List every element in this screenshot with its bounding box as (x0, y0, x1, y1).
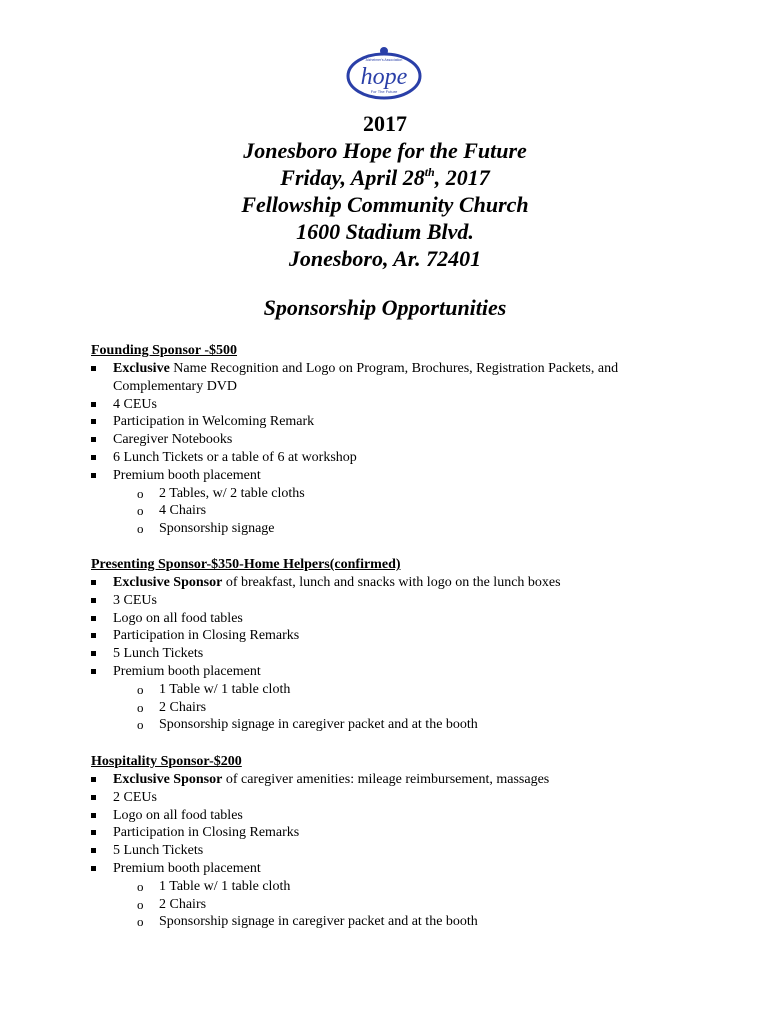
sub-list-item: o 4 Chairs (137, 502, 691, 520)
list-item: Premium booth placement o 1 Table w/ 1 table cloth o 2 Chairs o Sponsorship signage in caregiver packet and at the booth (91, 663, 691, 734)
list-item: Logo on all food tables (91, 610, 691, 628)
section-title: Hospitality Sponsor-$200 (91, 754, 242, 769)
event-date: Friday, April 28th, 2017 (280, 165, 490, 190)
section-title: Founding Sponsor -$500 (91, 343, 238, 358)
sub-list-item: o 2 Chairs (137, 699, 691, 717)
svg-text:Alzheimer's Association: Alzheimer's Association (365, 58, 403, 62)
svg-text:For The Future: For The Future (370, 89, 398, 94)
list-item: Participation in Closing Remarks (91, 824, 691, 842)
list-item: 5 Lunch Tickets (91, 645, 691, 663)
section-title: Presenting Sponsor-$350-Home Helpers(confirmed) (91, 557, 401, 572)
event-venue: Fellowship Community Church (241, 192, 529, 217)
list-item: 4 CEUs (91, 396, 691, 414)
event-name: Jonesboro Hope for the Future (243, 138, 527, 163)
founding-sponsor-section (91, 342, 691, 538)
event-year: 2017 (363, 111, 407, 136)
list-item: Logo on all food tables (91, 807, 691, 825)
list-item: Exclusive Sponsor of breakfast, lunch and snacks with logo on the lunch boxes (91, 574, 691, 592)
list-item: Premium booth placement o 1 Table w/ 1 table cloth o 2 Chairs o Sponsorship signage in caregiver packet and at the booth (91, 860, 691, 931)
sub-list-item: o 1 Table w/ 1 table cloth (137, 681, 691, 699)
list-item: Caregiver Notebooks (91, 431, 691, 449)
hope-logo (342, 44, 426, 104)
presenting-sponsor-section (91, 556, 691, 734)
sub-list-item: o Sponsorship signage in caregiver packet and at the booth (137, 716, 691, 734)
list-item: 5 Lunch Tickets (91, 842, 691, 860)
list-item: Exclusive Name Recognition and Logo on Program, Brochures, Registration Packets, and Complementary DVD (91, 360, 691, 396)
list-item: Participation in Closing Remarks (91, 627, 691, 645)
sub-list-item: o 2 Chairs (137, 896, 691, 914)
event-address: 1600 Stadium Blvd. (296, 219, 474, 244)
list-item: 3 CEUs (91, 592, 691, 610)
event-header (0, 110, 770, 272)
document-subtitle: Sponsorship Opportunities (263, 295, 507, 320)
svg-text:hope: hope (360, 64, 408, 90)
sub-list-item: o 1 Table w/ 1 table cloth (137, 878, 691, 896)
list-item: Exclusive Sponsor of caregiver amenities: mileage reimbursement, massages (91, 771, 691, 789)
sub-list-item: o Sponsorship signage (137, 520, 691, 538)
event-city: Jonesboro, Ar. 72401 (288, 246, 482, 271)
list-item: Premium booth placement o 2 Tables, w/ 2 table cloths o 4 Chairs o Sponsorship signage (91, 467, 691, 538)
sub-list-item: o 2 Tables, w/ 2 table cloths (137, 485, 691, 503)
list-item: Participation in Welcoming Remark (91, 413, 691, 431)
sub-list-item: o Sponsorship signage in caregiver packet and at the booth (137, 913, 691, 931)
hospitality-sponsor-section (91, 753, 691, 931)
list-item: 2 CEUs (91, 789, 691, 807)
list-item: 6 Lunch Tickets or a table of 6 at workshop (91, 449, 691, 467)
